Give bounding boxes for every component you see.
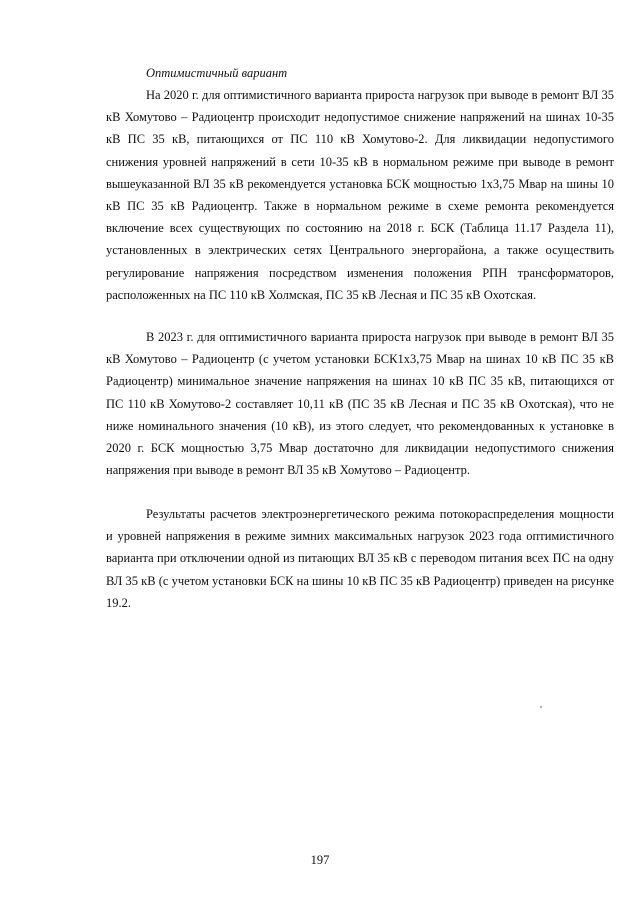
paragraph-3: Результаты расчетов электроэнергетического режима потокораспределения мощности и уровней напряжения в режиме зимних максимальных нагрузок 2023 года оптимистичного варианта при отключении одной из питающих ВЛ 35 кВ с переводом питания всех ПС на одну ВЛ 35 кВ (с учетом установки БСК на шины 10 кВ ПС 35 кВ Радиоцентр) приведен на рисунке 19.2. [106,507,614,610]
page-number: 197 [310,853,330,867]
scan-speck [540,706,542,708]
paragraph-2: В 2023 г. для оптимистичного варианта прироста нагрузок при выводе в ремонт ВЛ 35 кВ Хомутово – Радиоцентр (с учетом установки БСК1х3,75 Мвар на шинах 10 кВ ПС 35 кВ Радиоцентр) минимальное значение напряжения на шинах 10 кВ ПС 35 кВ, питающихся от ПС 110 кВ Хомутово-2 составляет 10,11 кВ (ПС 35 кВ Лесная и ПС 35 кВ Охотская), что не ниже номинального значения (10 кВ), из этого следует, что рекомендованных к установке в 2020 г. БСК мощностью 3,75 Мвар достаточно для ликвидации недопустимого снижения напряжения при выводе в ремонт ВЛ 35 кВ Хомутово – Радиоцентр. [106,330,614,478]
paragraph-1: На 2020 г. для оптимистичного варианта прироста нагрузок при выводе в ремонт ВЛ 35 кВ Хомутово – Радиоцентр происходит недопустимое снижение напряжений на шинах 10-35 кВ ПС 35 кВ, питающихся от ПС 110 кВ Хомутово-2. Для ликвидации недопустимого снижения уровней напряжений в сети 10-35 кВ в нормальном режиме при выводе в ремонт вышеуказанной ВЛ 35 кВ рекомендуется установка БСК мощностью 1х3,75 Мвар на шины 10 кВ ПС 35 кВ Радиоцентр. Также в нормальном режиме в схеме ремонта рекомендуется включение всех существующих по состоянию на 2018 г. БСК (Таблица 11.17 Раздела 11), установленных в электрических сетях Центрального энергорайона, а также осуществить регулирование напряжения посредством изменения положения РПН трансформаторов, расположенных на ПС 110 кВ Холмская, ПС 35 кВ Лесная и ПС 35 кВ Охотская. [106,88,614,302]
section-heading: Оптимистичный вариант [146,66,288,80]
